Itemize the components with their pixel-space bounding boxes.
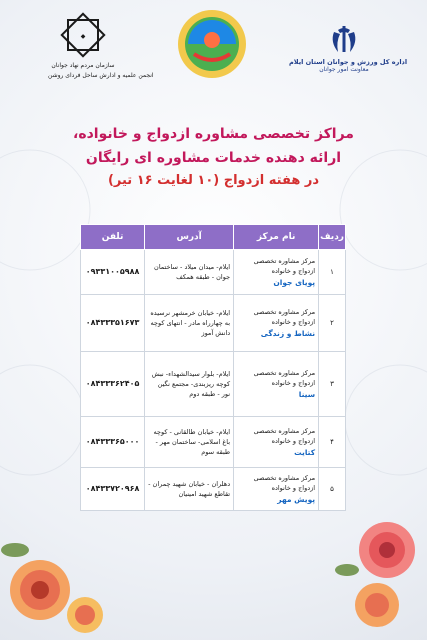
- header-name: نام مرکز: [234, 225, 319, 250]
- ministry-caption-2: معاونت امور جوانان: [319, 66, 369, 73]
- svg-text:◆: ◆: [80, 33, 86, 40]
- row-phone: ۰۸۴۳۳۷۲۰۹۶۸: [81, 468, 145, 511]
- ngo-caption-2: انجمن علمیه و ادارش ساحل فردای روشن: [48, 72, 154, 79]
- row-name: [234, 468, 319, 511]
- header-num: ردیف: [319, 225, 346, 250]
- row-name: [234, 295, 319, 352]
- header: [0, 0, 427, 118]
- row-address: ایلام- خیابان خرمشهر نرسیده به چهارراه مادر - انتهای کوچه دانش آموز: [145, 295, 234, 352]
- header-address: آدرس: [145, 225, 234, 250]
- row-name: [234, 250, 319, 295]
- table-row: [81, 250, 346, 295]
- ngo-logo: [48, 10, 154, 80]
- row-name-line1: مرکز مشاوره تخصصی: [253, 369, 316, 377]
- flowers-bottom-right-icon: [317, 490, 427, 640]
- row-num: ۲: [319, 295, 346, 352]
- row-name-line2: ازدواج و خانواده: [271, 379, 316, 387]
- row-address: ایلام- خیابان طالقانی - کوچه باغ اسلامی- ساختمان مهر - طبقه سوم: [145, 417, 234, 468]
- table-row: [81, 295, 346, 352]
- ministry-caption-1: اداره کل ورزش و جوانان استان ایلام: [289, 58, 408, 66]
- table-row: [81, 417, 346, 468]
- poster-titles: [0, 122, 427, 192]
- iran-emblem-icon: [326, 22, 362, 58]
- header-phone: تلفن: [81, 225, 145, 250]
- table-header-row: [81, 225, 346, 250]
- star-emblem-icon: [58, 10, 108, 60]
- row-name-line2: ازدواج و خانواده: [271, 437, 316, 445]
- flowers-bottom-left-icon: [0, 520, 120, 640]
- row-name-line2: ازدواج و خانواده: [271, 318, 316, 326]
- row-num: ۴: [319, 417, 346, 468]
- row-name-line1: مرکز مشاوره تخصصی: [253, 257, 316, 265]
- row-phone: ۰۸۴۳۳۳۵۱۶۷۳: [81, 295, 145, 352]
- row-name-line2: ازدواج و خانواده: [271, 484, 316, 492]
- row-name-highlight: نشاط و زندگی: [260, 329, 316, 338]
- sports-ministry-logo: [289, 22, 408, 73]
- row-num: ۵: [319, 468, 346, 511]
- row-name-line2: ازدواج و خانواده: [271, 267, 316, 275]
- row-name-highlight: کتایت: [294, 448, 316, 457]
- title-line-1: مراکز تخصصی مشاوره ازدواج و خانواده،: [73, 126, 354, 142]
- title-line-3: در هفته ازدواج (۱۰ لغایت ۱۶ تیر): [107, 173, 320, 188]
- youth-campaign-logo: [174, 6, 250, 82]
- row-phone: ۰۹۳۳۱۰۰۵۹۸۸: [81, 250, 145, 295]
- row-name-line1: مرکز مشاوره تخصصی: [253, 308, 316, 316]
- row-name-line1: مرکز مشاوره تخصصی: [253, 474, 316, 482]
- ngo-caption-1: سازمان مردم نهاد جوانان: [51, 62, 115, 69]
- row-phone: ۰۸۴۳۳۳۶۵۰۰۰: [81, 417, 145, 468]
- row-name-highlight: سینا: [298, 390, 316, 399]
- title-line-2: ارائه دهنده خدمات مشاوره ای رایگان: [85, 150, 342, 166]
- row-address: دهلران - خیابان شهید چمران - تقاطع شهید امینیان: [145, 468, 234, 511]
- row-name: [234, 417, 319, 468]
- row-address: ایلام- بلوار سیدالشهداء- نبش کوچه ریزبندی- مجتمع نگین نور - طبقه دوم: [145, 352, 234, 417]
- row-name-line1: مرکز مشاوره تخصصی: [253, 427, 316, 435]
- table-row: [81, 468, 346, 511]
- row-name: [234, 352, 319, 417]
- table-row: [81, 352, 346, 417]
- centers-table: [80, 224, 346, 511]
- row-num: ۱: [319, 250, 346, 295]
- row-address: ایلام- میدان میلاد - ساختمان جوان - طبقه همکف: [145, 250, 234, 295]
- row-phone: ۰۸۴۳۳۳۶۲۴۰۵: [81, 352, 145, 417]
- row-num: ۳: [319, 352, 346, 417]
- row-name-highlight: پویش مهر: [277, 495, 316, 504]
- row-name-highlight: پویای جوان: [273, 278, 316, 287]
